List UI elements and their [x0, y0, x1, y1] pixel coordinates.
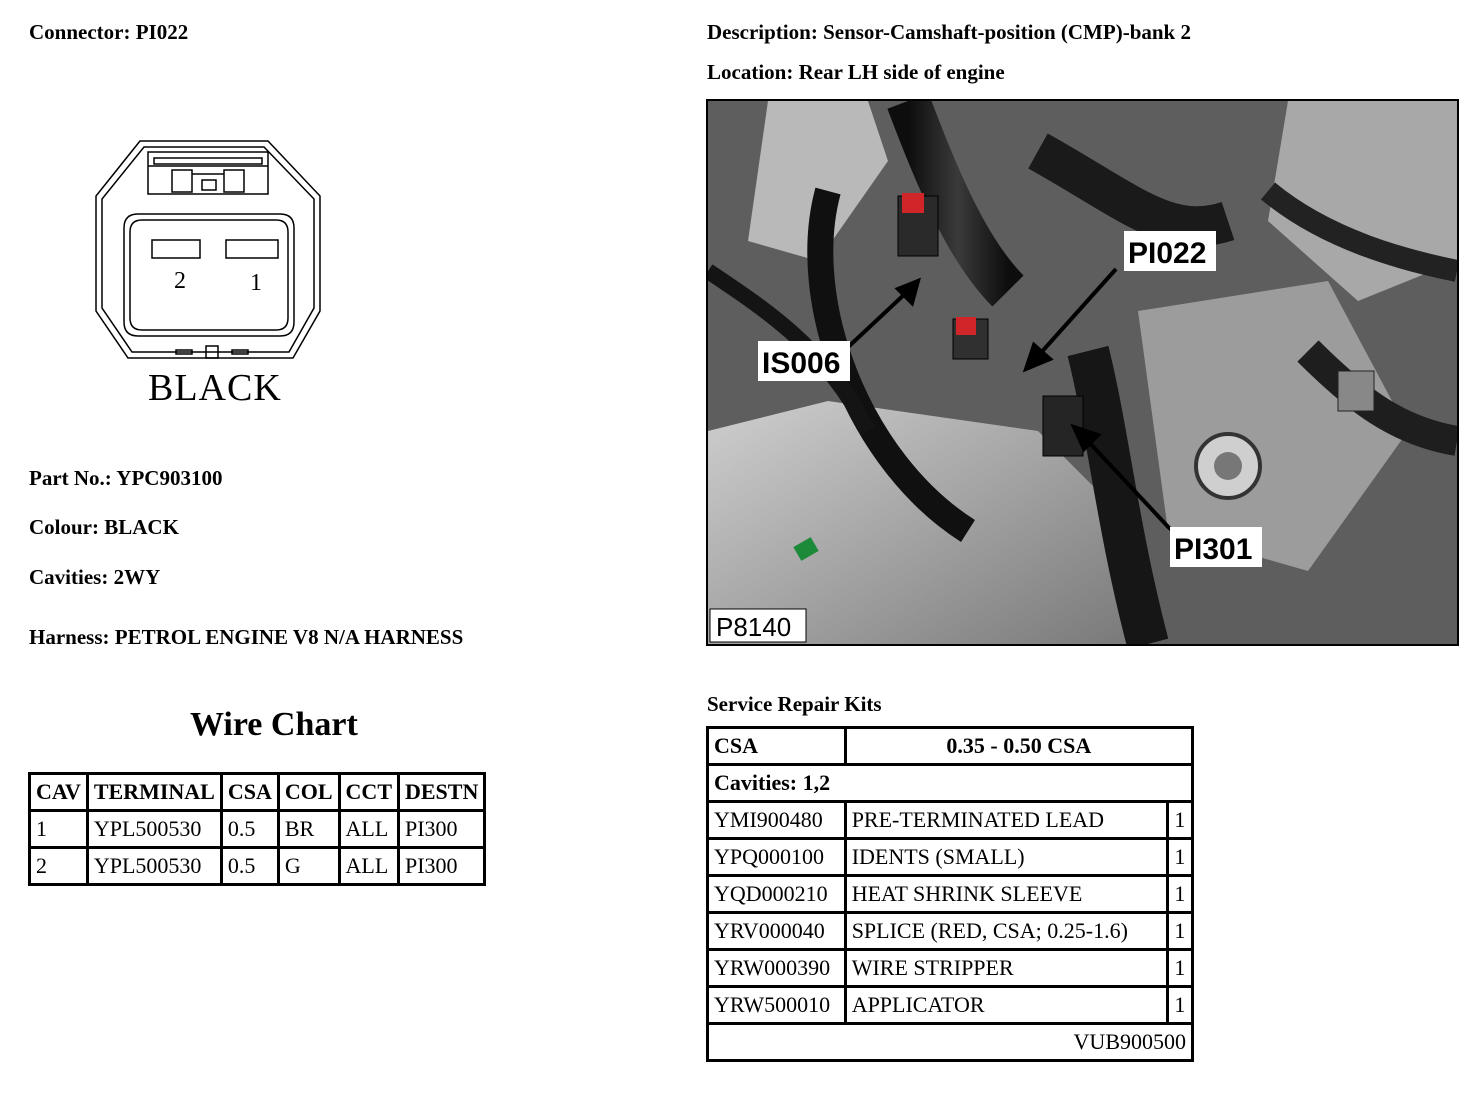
kit-quantity: 1 — [1168, 802, 1193, 839]
location-photo — [706, 99, 1459, 646]
header-col: COL — [278, 774, 339, 811]
table-row — [708, 839, 1193, 876]
cell-destn: PI300 — [399, 848, 485, 885]
description-label: Description: — [707, 20, 818, 44]
kit-description: HEAT SHRINK SLEEVE — [845, 876, 1168, 913]
cell-csa: 0.5 — [221, 811, 278, 848]
kit-description: WIRE STRIPPER — [845, 950, 1168, 987]
kit-description: APPLICATOR — [845, 987, 1168, 1024]
callout-pi301: PI301 — [1174, 533, 1253, 566]
harness-label: Harness: — [29, 625, 110, 649]
csa-row — [708, 728, 1193, 765]
kit-footer-row — [708, 1024, 1193, 1061]
location-value: Rear LH side of engine — [798, 60, 1005, 84]
kit-part-number: YRW000390 — [708, 950, 846, 987]
kit-part-number: YRV000040 — [708, 913, 846, 950]
callout-is006: IS006 — [762, 347, 841, 380]
connector-colour-label: BLACK — [148, 367, 282, 409]
cavities-row — [708, 765, 1193, 802]
csa-label: CSA — [708, 728, 846, 765]
colour-label: Colour: — [29, 515, 99, 539]
header-cct: CCT — [339, 774, 398, 811]
description-value: Sensor-Camshaft-position (CMP)-bank 2 — [823, 20, 1191, 44]
kit-description: PRE-TERMINATED LEAD — [845, 802, 1168, 839]
cell-cct: ALL — [339, 848, 398, 885]
table-row — [708, 987, 1193, 1024]
header-cav: CAV — [30, 774, 88, 811]
kit-part-number: YQD000210 — [708, 876, 846, 913]
kit-quantity: 1 — [1168, 987, 1193, 1024]
header-csa: CSA — [221, 774, 278, 811]
cell-cav: 1 — [30, 811, 88, 848]
header-terminal: TERMINAL — [87, 774, 221, 811]
connector-value: PI022 — [135, 20, 189, 44]
photo-reference: P8140 — [716, 612, 792, 642]
harness-line — [29, 625, 463, 650]
cell-col: BR — [278, 811, 339, 848]
kit-part-number: YPQ000100 — [708, 839, 846, 876]
cell-csa: 0.5 — [221, 848, 278, 885]
colour-value: BLACK — [104, 515, 179, 539]
cell-cct: ALL — [339, 811, 398, 848]
wire-chart-table — [28, 772, 486, 886]
location-heading — [707, 60, 1005, 85]
harness-value: PETROL ENGINE V8 N/A HARNESS — [114, 625, 464, 649]
part-number-line — [29, 466, 222, 491]
cell-terminal: YPL500530 — [87, 811, 221, 848]
cell-destn: PI300 — [399, 811, 485, 848]
cavity-1-label: 1 — [250, 270, 262, 296]
kit-quantity: 1 — [1168, 913, 1193, 950]
engine-photo-illustration — [708, 101, 1457, 644]
table-row — [708, 876, 1193, 913]
description-heading — [707, 20, 1191, 45]
part-number-label: Part No.: — [29, 466, 112, 490]
kit-part-number: YMI900480 — [708, 802, 846, 839]
kit-part-number: YRW500010 — [708, 987, 846, 1024]
cavities-value: 2WY — [113, 565, 161, 589]
table-row — [708, 802, 1193, 839]
table-row — [708, 913, 1193, 950]
location-label: Location: — [707, 60, 794, 84]
part-number-value: YPC903100 — [116, 466, 223, 490]
kits-cavities: Cavities: 1,2 — [708, 765, 1193, 802]
kit-description: IDENTS (SMALL) — [845, 839, 1168, 876]
kit-number: VUB900500 — [708, 1024, 1193, 1061]
table-row — [30, 811, 485, 848]
colour-line — [29, 515, 179, 540]
connector-label: Connector: — [29, 20, 131, 44]
callout-pi022: PI022 — [1128, 237, 1207, 270]
wire-chart-title: Wire Chart — [190, 706, 358, 743]
table-row — [708, 950, 1193, 987]
cavity-2-label: 2 — [174, 268, 186, 294]
service-kits-title: Service Repair Kits — [707, 692, 882, 716]
cell-terminal: YPL500530 — [87, 848, 221, 885]
csa-value: 0.35 - 0.50 CSA — [845, 728, 1192, 765]
cell-cav: 2 — [30, 848, 88, 885]
service-kits-table — [706, 726, 1194, 1062]
cavities-label: Cavities: — [29, 565, 109, 589]
kit-description: SPLICE (RED, CSA; 0.25-1.6) — [845, 913, 1168, 950]
cell-col: G — [278, 848, 339, 885]
wire-chart-header-row — [30, 774, 485, 811]
connector-heading — [29, 20, 188, 45]
header-destn: DESTN — [399, 774, 485, 811]
table-row — [30, 848, 485, 885]
cavities-line — [29, 565, 160, 590]
kit-quantity: 1 — [1168, 876, 1193, 913]
kit-quantity: 1 — [1168, 950, 1193, 987]
kit-quantity: 1 — [1168, 839, 1193, 876]
